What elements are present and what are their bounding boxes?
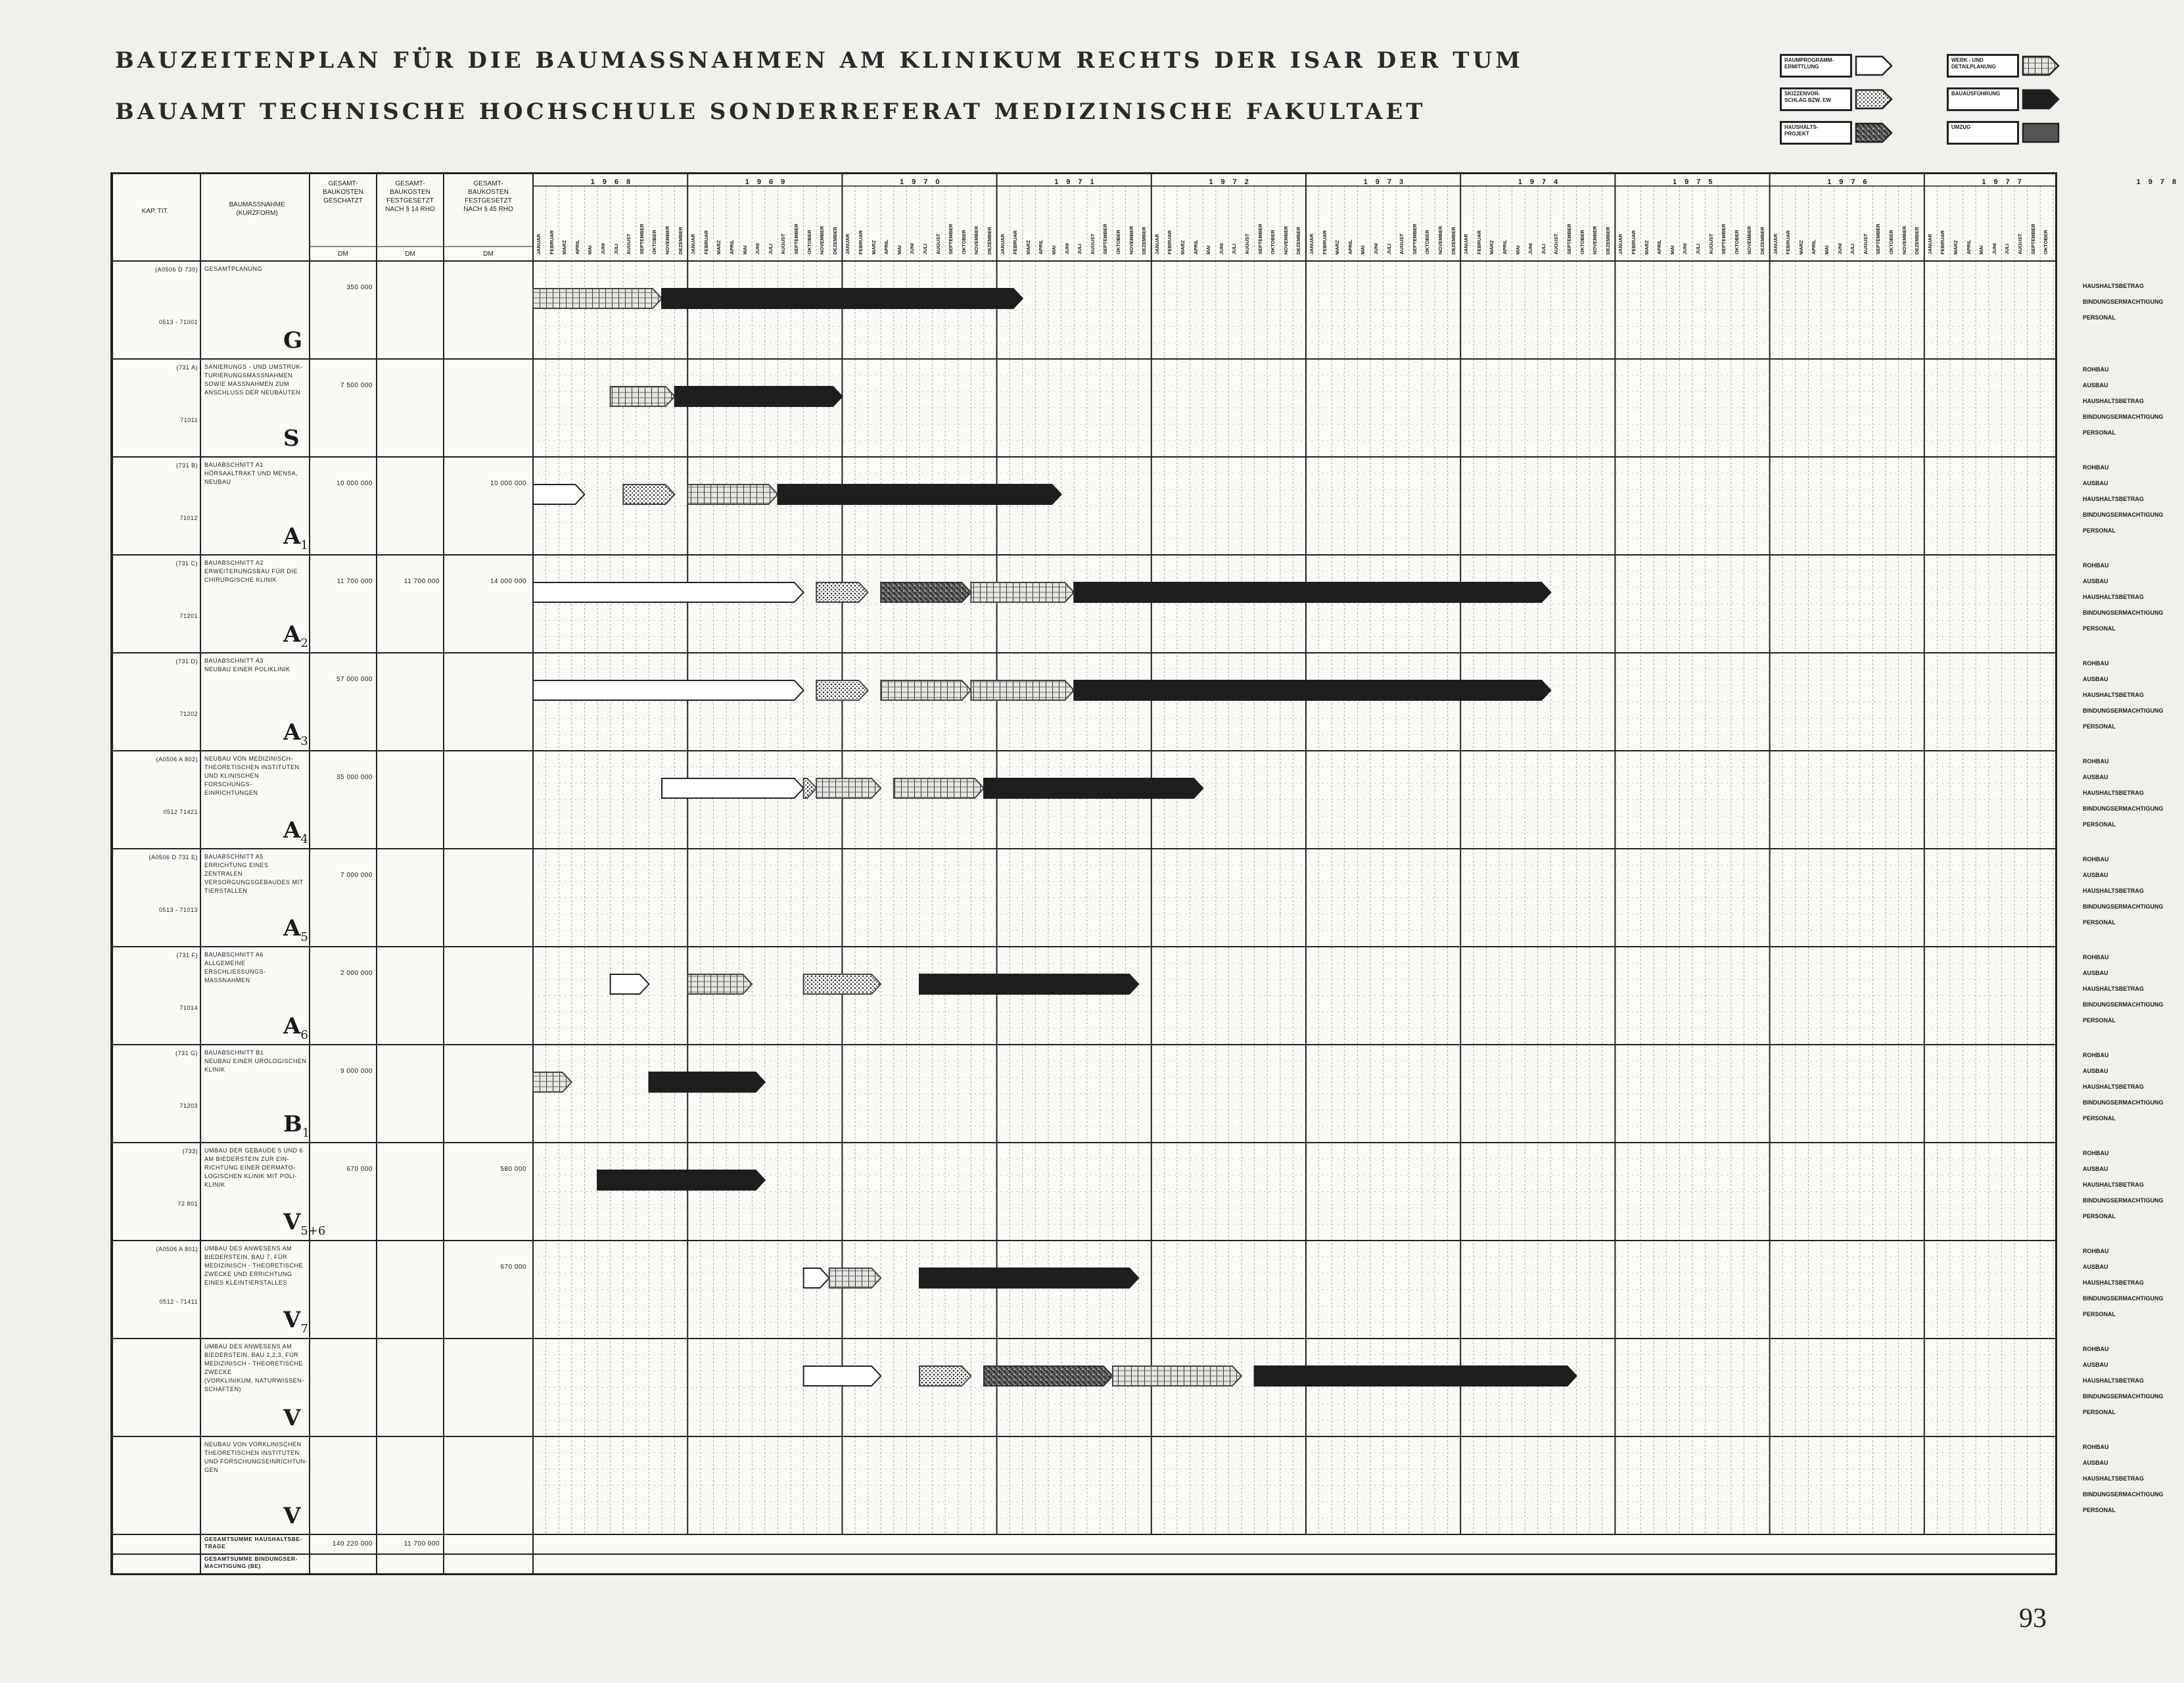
month-label: DEZEMBER (1759, 226, 1765, 254)
legend-swatch-dark-hatch (1855, 122, 1894, 143)
month-label: JULI (767, 243, 774, 254)
schedule-bar-dots (816, 582, 868, 602)
month-label: APRIL (1192, 239, 1199, 254)
month-label: SEPTEMBER (1566, 224, 1572, 254)
row-cost-45rho: 10 000 000 (490, 480, 526, 487)
month-label: DEZEMBER (1295, 226, 1302, 254)
row-status-labels: HAUSHALTSBETRAG BINDUNGSERMACHTIGUNG PERSONAL (2083, 283, 2164, 321)
month-label: NOVEMBER (1746, 225, 1753, 254)
schedule-bar-solid (778, 485, 1061, 504)
schedule-bar-hatch (894, 778, 984, 798)
schedule-bar-outline (533, 680, 804, 700)
month-label: APRIL (1347, 239, 1353, 254)
month-label: JANUAR (1309, 233, 1314, 254)
schedule-bar-outline (611, 974, 649, 994)
row-status-labels: ROHBAU AUSBAU HAUSHALTSBETRAG BINDUNGSERMACHTIGUNG PERSONAL (2083, 1346, 2164, 1415)
month-label: JULI (1849, 243, 1856, 254)
month-label: AUGUST (1553, 233, 1560, 254)
month-label: SEPTEMBER (1721, 224, 1727, 254)
month-label: DEZEMBER (1141, 226, 1148, 254)
row-name: BAUABSCHNITT A6 ALLGEMEINE ERSCHLIESSUNGS- MASSNAHMEN (204, 951, 266, 984)
month-label: MARZ (1643, 240, 1650, 254)
row-tit: 71014 (179, 1005, 198, 1011)
schedule-bar-solid (597, 1170, 765, 1190)
row-code: $A_4$ (283, 817, 308, 846)
month-label: JUNI (1682, 243, 1688, 254)
month-label: AUGUST (1089, 233, 1096, 254)
month-label: JUNI (1527, 243, 1534, 254)
row-name: BAUABSCHNITT A3 NEUBAU EINER POLIKLINIK (204, 657, 290, 673)
row-status-labels: ROHBAU AUSBAU HAUSHALTSBETRAG BINDUNGSERMACHTIGUNG PERSONAL (2083, 660, 2164, 730)
month-label: JULI (1231, 243, 1238, 254)
row-code: V (283, 1503, 301, 1529)
month-label: APRIL (1656, 239, 1663, 254)
row-kap: (733) (182, 1148, 198, 1154)
month-label: FEBRUAR (1012, 230, 1019, 254)
schedule-bar-outline (662, 778, 804, 798)
month-label: OKTOBER (1888, 229, 1894, 254)
schedule-bar-solid (649, 1072, 764, 1092)
month-label: NOVEMBER (1437, 225, 1443, 254)
month-label: OKTOBER (960, 229, 967, 254)
schedule-bar-hatch (971, 582, 1074, 602)
month-label: JUNI (909, 243, 916, 254)
row-name: UMBAU DER GEBAUDE 5 UND 6 AM BIEDERSTEIN ZUR EIN- RICHTUNG EINER DERMATO- LOGISCHEN KLINIK MIT POLI- KLINIK (204, 1147, 304, 1188)
month-label: DEZEMBER (1914, 226, 1920, 254)
month-label: SEPTEMBER (793, 224, 799, 254)
schedule-bar-dark-hatch (984, 1366, 1113, 1386)
month-label: FEBRUAR (1321, 230, 1328, 254)
month-label: AUGUST (1708, 233, 1714, 254)
year-label: 1974 (1518, 178, 1566, 186)
row-name: BAUABSCHNITT A5 ERRICHTUNG EINES ZENTRALEN VERSORGUNGSGEBAUDES MIT TIERSTALLEN (204, 853, 304, 894)
month-label: MAI (1360, 245, 1366, 254)
month-label: JUNI (1063, 243, 1070, 254)
row-code: $A_1$ (283, 523, 308, 552)
row-kap: (731 C) (175, 560, 198, 567)
row-name: NEUBAU VON MEDIZINISCH- THEORETISCHEN INSTITUTEN UND KLINISCHEN FORSCHUNGS- EINRICHTUNGEN (204, 755, 300, 796)
schedule-bar-dots (804, 974, 881, 994)
row-kap: (731 A) (176, 364, 198, 371)
row-cost-estimated: 57 000 000 (336, 676, 373, 683)
month-label: AUGUST (1399, 233, 1405, 254)
header-cost-45rho: GESAMT- BAUKOSTEN FESTGESETZT NACH § 45 RHO (463, 180, 513, 213)
row-cost-estimated: 7 500 000 (340, 382, 373, 389)
row-tit: 71011 (180, 417, 198, 423)
month-label: JUNI (1218, 243, 1224, 254)
page-subtitle: BAUAMT TECHNISCHE HOCHSCHULE SONDERREFERAT MEDIZINISCHE FAKULTAET (115, 99, 1426, 125)
schedule-bar-outline (533, 485, 584, 504)
legend-swatch-dots (1855, 89, 1894, 110)
header-unit: DM (405, 250, 415, 258)
row-kap: (731 D) (175, 658, 198, 665)
schedule-bar-dark-hatch (881, 582, 971, 602)
row-status-labels: ROHBAU AUSBAU HAUSHALTSBETRAG BINDUNGSERMACHTIGUNG PERSONAL (2083, 562, 2164, 632)
row-kap: (A0506 A 801) (156, 1246, 198, 1252)
month-label: MARZ (1025, 240, 1031, 254)
month-label: JANUAR (999, 233, 1006, 254)
month-label: JANUAR (536, 233, 542, 254)
schedule-bar-hatch (687, 974, 752, 994)
year-label: 1969 (745, 178, 793, 186)
row-cost-estimated: 670 000 (346, 1166, 373, 1173)
month-label: JULI (1540, 243, 1546, 254)
month-label: MAI (1978, 245, 1985, 254)
schedule-bar-hatch (1113, 1366, 1242, 1386)
month-label: NOVEMBER (819, 225, 825, 254)
month-label: OKTOBER (1579, 229, 1585, 254)
month-label: SEPTEMBER (1411, 224, 1418, 254)
month-label: AUGUST (780, 233, 787, 254)
month-label: JANUAR (1463, 233, 1470, 254)
year-label: 1978 (2136, 178, 2184, 186)
header-unit: DM (338, 250, 348, 258)
month-label: OKTOBER (1270, 229, 1276, 254)
row-kap: (731 F) (176, 952, 198, 959)
schedule-bar-solid (1074, 680, 1550, 700)
schedule-bar-dots (623, 485, 674, 504)
month-label: JULI (613, 243, 619, 254)
schedule-bar-outline (804, 1366, 881, 1386)
row-name: GESAMTPLANUNG (204, 266, 263, 272)
row-code: $A_6$ (283, 1013, 308, 1042)
row-cost-45rho: 670 000 (500, 1264, 526, 1271)
row-status-labels: ROHBAU AUSBAU HAUSHALTSBETRAG BINDUNGSERMACHTIGUNG PERSONAL (2083, 1444, 2164, 1513)
month-label: DEZEMBER (1604, 226, 1611, 254)
month-label: APRIL (1038, 239, 1044, 254)
totals-label: GESAMTSUMME HAUSHALTSBE- TRAGE (204, 1536, 302, 1550)
month-label: JANUAR (690, 233, 697, 254)
year-label: 1975 (1673, 178, 1721, 186)
month-label: OKTOBER (1115, 229, 1121, 254)
month-label: FEBRUAR (1785, 230, 1792, 254)
row-code: $A_2$ (283, 621, 308, 650)
month-label: DEZEMBER (831, 226, 838, 254)
row-code: V (283, 1405, 301, 1431)
schedule-bar-solid (984, 778, 1203, 798)
month-label: FEBRUAR (548, 230, 555, 254)
year-label: 1968 (590, 178, 639, 186)
month-label: JUNI (1836, 243, 1843, 254)
header-unit: DM (483, 250, 494, 258)
row-tit: 71201 (179, 613, 198, 619)
year-label: 1970 (900, 178, 948, 186)
schedule-bar-hatch (971, 680, 1074, 700)
month-label: FEBRUAR (1475, 230, 1482, 254)
month-label: NOVEMBER (1901, 225, 1907, 254)
month-label: MAI (1514, 245, 1521, 254)
row-cost-estimated: 9 000 000 (340, 1068, 373, 1075)
row-tit: 0513 - 71013 (158, 907, 198, 913)
row-code: $V_7$ (283, 1307, 308, 1336)
row-tit: 71203 (179, 1102, 198, 1109)
totals-cost-14rho: 11 700 000 (404, 1540, 440, 1548)
month-label: FEBRUAR (1940, 230, 1946, 254)
month-label: OKTOBER (651, 229, 658, 254)
row-code: $A_3$ (283, 719, 308, 748)
year-label: 1973 (1363, 178, 1412, 186)
totals-cost-estimated: 140 220 000 (332, 1540, 373, 1548)
legend-swatch-solid (2022, 89, 2061, 110)
month-label: APRIL (729, 239, 735, 254)
month-label: SEPTEMBER (1875, 224, 1882, 254)
month-label: JULI (1077, 243, 1083, 254)
row-cost-45rho: 580 000 (500, 1166, 526, 1173)
month-label: NOVEMBER (1128, 225, 1134, 254)
row-cost-14rho: 11 700 000 (404, 578, 440, 585)
row-status-labels: ROHBAU AUSBAU HAUSHALTSBETRAG BINDUNGSERMACHTIGUNG PERSONAL (2083, 954, 2164, 1024)
row-status-labels: ROHBAU AUSBAU HAUSHALTSBETRAG BINDUNGSERMACHTIGUNG PERSONAL (2083, 758, 2164, 828)
month-label: AUGUST (1244, 233, 1250, 254)
row-status-labels: ROHBAU AUSBAU HAUSHALTSBETRAG BINDUNGSERMACHTIGUNG PERSONAL (2083, 1052, 2164, 1122)
row-name: BAUABSCHNITT A2 ERWEITERUNGSBAU FÜR DIE CHIRURGISCHE KLINIK (204, 559, 298, 583)
row-code: $B_1$ (283, 1111, 310, 1140)
month-label: FEBRUAR (1167, 230, 1173, 254)
month-label: MAI (1669, 245, 1675, 254)
row-tit: 0513 - 71001 (158, 319, 198, 325)
month-label: APRIL (1811, 239, 1817, 254)
gantt-grid (112, 174, 2055, 1573)
month-label: DEZEMBER (677, 226, 684, 254)
month-label: AUGUST (935, 233, 941, 254)
legend-label: UMZUG (1947, 121, 2019, 145)
month-label: JUNI (600, 243, 606, 254)
schedule-bar-hatch (816, 778, 881, 798)
row-code: S (283, 425, 300, 452)
year-label: 1976 (1827, 178, 1875, 186)
schedule-bar-solid (1074, 582, 1550, 602)
row-cost-estimated: 10 000 000 (336, 480, 373, 487)
schedule-bar-outline (533, 582, 804, 602)
legend-label: BAUAUSFÜHRUNG (1947, 87, 2019, 111)
gantt-table (110, 172, 2184, 1575)
month-label: SEPTEMBER (948, 224, 954, 254)
totals-label: GESAMTSUMME BINDUNGSER- MACHTIGUNG (BE) (204, 1555, 298, 1569)
schedule-bar-dots (816, 680, 868, 700)
legend-swatch-outline (1855, 55, 1894, 76)
schedule-bar-solid (919, 1268, 1138, 1288)
legend-label: SKIZZENVOR- SCHLAG BZW. EW (1780, 87, 1852, 111)
header-baumassnahme: BAUMASSNAHME (KURZFORM) (229, 201, 285, 217)
year-label: 1977 (1982, 178, 2030, 186)
header-kap-tit: KAP. TIT. (141, 208, 169, 215)
row-tit: 0512 - 71411 (159, 1298, 198, 1305)
month-label: JANUAR (1772, 233, 1778, 254)
row-kap: (A0506 A 802) (156, 756, 198, 763)
month-label: FEBRUAR (1631, 230, 1637, 254)
schedule-bar-hatch (829, 1268, 881, 1288)
schedule-bar-dots (919, 1366, 971, 1386)
row-cost-estimated: 11 700 000 (337, 578, 373, 585)
schedule-bar-hatch (533, 289, 662, 308)
month-label: JANUAR (1617, 233, 1624, 254)
schedule-bar-hatch (533, 1072, 572, 1092)
month-label: SEPTEMBER (2030, 224, 2036, 254)
legend-swatch-hatch (2022, 55, 2061, 76)
row-kap: (731 G) (175, 1050, 198, 1056)
schedule-bar-outline (804, 1268, 829, 1288)
month-label: MAI (587, 245, 593, 254)
month-label: JUNI (755, 243, 761, 254)
row-tit: 71012 (179, 515, 198, 521)
month-label: MARZ (1489, 240, 1495, 254)
month-label: MARZ (1798, 240, 1804, 254)
month-label: DEZEMBER (987, 226, 992, 254)
month-label: JUNI (1991, 243, 1997, 254)
row-tit: 72 801 (177, 1200, 198, 1207)
month-label: NOVEMBER (1592, 225, 1598, 254)
month-label: SEPTEMBER (638, 224, 645, 254)
month-label: SEPTEMBER (1102, 224, 1109, 254)
month-label: MAI (1051, 245, 1057, 254)
row-status-labels: ROHBAU AUSBAU HAUSHALTSBETRAG BINDUNGSERMACHTIGUNG PERSONAL (2083, 366, 2164, 436)
month-label: JANUAR (1153, 233, 1160, 254)
month-label: APRIL (574, 239, 580, 254)
month-label: JANUAR (1926, 233, 1933, 254)
month-label: NOVEMBER (973, 225, 980, 254)
row-name: BAUABSCHNITT A1 HÖRSAALTRAKT UND MENSA, NEUBAU (204, 462, 298, 485)
schedule-bar-solid (919, 974, 1138, 994)
month-label: AUGUST (626, 233, 632, 254)
row-status-labels: ROHBAU AUSBAU HAUSHALTSBETRAG BINDUNGSERMACHTIGUNG PERSONAL (2083, 1248, 2164, 1317)
month-label: MARZ (716, 240, 722, 254)
row-status-labels: ROHBAU AUSBAU HAUSHALTSBETRAG BINDUNGSERMACHTIGUNG PERSONAL (2083, 1150, 2164, 1220)
header-cost-14rho: GESAMT- BAUKOSTEN FESTGESETZT NACH § 14 RHO (385, 180, 435, 213)
row-code: G (283, 327, 303, 354)
schedule-bar-solid (662, 289, 1023, 308)
month-label: APRIL (883, 239, 890, 254)
month-label: JULI (922, 243, 928, 254)
year-label: 1972 (1209, 178, 1257, 186)
year-label: 1971 (1054, 178, 1102, 186)
schedule-bar-hatch (881, 680, 971, 700)
month-label: NOVEMBER (1282, 225, 1289, 254)
schedule-bar-hatch (687, 485, 778, 504)
month-label: FEBRUAR (858, 230, 864, 254)
month-label: MARZ (561, 240, 568, 254)
month-label: OKTOBER (2043, 229, 2049, 254)
row-name: NEUBAU VON VORKLINISCHEN THEORETISCHEN INSTITUTEN UND FORSCHUNGSEINRICHTUN- GEN (204, 1441, 308, 1473)
month-label: MARZ (1334, 240, 1341, 254)
row-kap: (731 B) (175, 462, 198, 469)
month-label: MARZ (1953, 240, 1959, 254)
month-label: MAI (1824, 245, 1830, 254)
month-label: MAI (896, 245, 902, 254)
row-cost-estimated: 2 000 000 (340, 970, 373, 977)
month-label: MARZ (870, 240, 877, 254)
month-label: APRIL (1502, 239, 1508, 254)
month-label: DEZEMBER (1450, 226, 1456, 254)
month-label: JULI (2004, 243, 2010, 254)
row-name: UMBAU DES ANWESENS AM BIEDERSTEIN, BAU 7, FÜR MEDIZINISCH - THEORETISCHE ZWECKE UND ERRICHTUNG EINES KLEINTIERSTALLES (204, 1245, 303, 1286)
row-name: SANIERUNGS - UND UMSTRUK- TURIERUNGSMASSNAHMEN SOWIE MASSNAHMEN ZUM ANSCHLUSS DER NEUBAUTEN (204, 364, 303, 396)
legend-label: WERK - UND DETAILPLANUNG (1947, 54, 2019, 78)
month-label: OKTOBER (1733, 229, 1740, 254)
row-code: $V_{5+6}$ (283, 1209, 326, 1238)
row-status-labels: ROHBAU AUSBAU HAUSHALTSBETRAG BINDUNGSERMACHTIGUNG PERSONAL (2083, 856, 2164, 926)
legend-swatch-light (2022, 122, 2061, 143)
page-number: 93 (2019, 1603, 2047, 1634)
schedule-bar-solid (1255, 1366, 1577, 1386)
month-label: FEBRUAR (703, 230, 709, 254)
month-label: APRIL (1965, 239, 1972, 254)
month-label: JULI (1385, 243, 1392, 254)
month-label: MARZ (1180, 240, 1186, 254)
month-label: OKTOBER (1424, 229, 1431, 254)
row-kap: (A0506 D 730) (154, 266, 198, 273)
month-label: SEPTEMBER (1257, 224, 1263, 254)
row-name: BAUABSCHNITT B1 NEUBAU EINER UROLOGISCHEN KLINIK (204, 1049, 307, 1073)
row-cost-45rho: 14 000 000 (490, 578, 526, 585)
month-label: OKTOBER (806, 229, 812, 254)
month-label: MAI (1205, 245, 1212, 254)
row-kap: (A0506 D 731 E) (149, 854, 198, 861)
row-name: UMBAU DES ANWESENS AM BIEDERSTEIN, BAU 1,2,3, FÜR MEDIZINISCH - THEORETISCHE ZWECKE (VORKLINIKUM, NATURWISSEN- SCHAFTEN) (204, 1343, 304, 1392)
schedule-bar-dots (804, 778, 817, 798)
month-label: AUGUST (1862, 233, 1869, 254)
page-title: BAUZEITENPLAN FÜR DIE BAUMASSNAHMEN AM KLINIKUM RECHTS DER ISAR DER TUM (115, 47, 1523, 74)
row-status-labels: ROHBAU AUSBAU HAUSHALTSBETRAG BINDUNGSERMACHTIGUNG PERSONAL (2083, 464, 2164, 534)
schedule-bar-hatch (611, 387, 675, 406)
row-code: $A_5$ (283, 915, 308, 944)
month-label: MAI (741, 245, 748, 254)
month-label: NOVEMBER (664, 225, 670, 254)
row-cost-estimated: 7 000 000 (340, 872, 373, 879)
month-label: AUGUST (2017, 233, 2023, 254)
row-cost-estimated: 35 000 000 (336, 774, 373, 781)
header-cost-estimated: GESAMT- BAUKOSTEN GESCHATZT (323, 180, 363, 204)
row-cost-estimated: 350 000 (346, 284, 373, 291)
month-label: JANUAR (845, 233, 851, 254)
row-tit: 0512 71421 (163, 809, 198, 815)
month-label: JULI (1695, 243, 1701, 254)
row-tit: 71202 (179, 711, 198, 717)
legend-label: HAUSHALTS- PROJEKT (1780, 121, 1852, 145)
schedule-bar-solid (675, 387, 843, 406)
month-label: JUNI (1373, 243, 1379, 254)
legend-label: RAUMPROGRAMM- ERMITTLUNG (1780, 54, 1852, 78)
